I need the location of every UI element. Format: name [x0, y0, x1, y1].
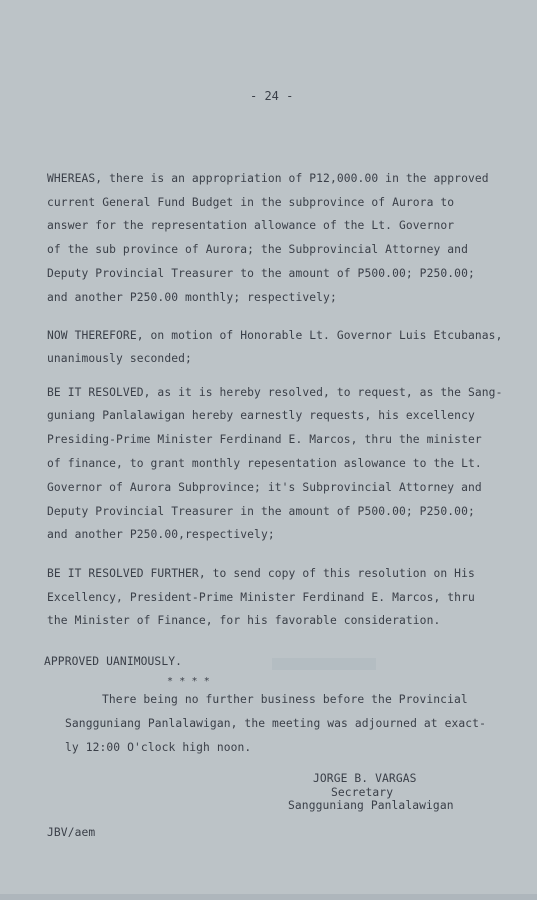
signatory-body: Sangguniang Panlalawigan	[288, 799, 454, 812]
resolved-line: Presiding-Prime Minister Ferdinand E. Marcos, thru the minister	[47, 433, 482, 446]
scan-footer-strip	[0, 894, 537, 900]
whereas-line: WHEREAS, there is an appropriation of P12,000.00 in the approved	[47, 172, 489, 185]
resolved-line: of finance, to grant monthly repesentation aslowance to the Lt.	[47, 457, 482, 470]
page-number: - 24 -	[250, 89, 294, 103]
closing-line: Sangguniang Panlalawigan, the meeting was adjourned at exact-	[65, 717, 486, 730]
whereas-line: Deputy Provincial Treasurer to the amount of P500.00; P250.00;	[47, 267, 475, 280]
closing-line: ly 12:00 O'clock high noon.	[65, 741, 252, 754]
signatory-name: JORGE B. VARGAS	[313, 772, 417, 785]
resolved-line: BE IT RESOLVED, as it is hereby resolved, to request, as the Sang-	[47, 386, 503, 399]
typist-initials: JBV/aem	[47, 826, 96, 839]
resolved-line: and another P250.00,respectively;	[47, 528, 275, 541]
faint-stamp	[272, 658, 376, 670]
resolved-further-line: BE IT RESOLVED FURTHER, to send copy of this resolution on His	[47, 567, 475, 580]
now-therefore-line: unanimously seconded;	[47, 352, 192, 365]
resolved-line: guniang Panlalawigan hereby earnestly requests, his excellency	[47, 409, 475, 422]
whereas-line: current General Fund Budget in the subprovince of Aurora to	[47, 196, 455, 209]
now-therefore-line: NOW THEREFORE, on motion of Honorable Lt. Governor Luis Etcubanas,	[47, 329, 503, 342]
resolved-further-line: Excellency, President-Prime Minister Ferdinand E. Marcos, thru	[47, 591, 475, 604]
whereas-line: of the sub province of Aurora; the Subprovincial Attorney and	[47, 243, 468, 256]
whereas-line: and another P250.00 monthly; respectively;	[47, 291, 337, 304]
resolved-line: Deputy Provincial Treasurer in the amount of P500.00; P250.00;	[47, 505, 475, 518]
resolved-further-line: the Minister of Finance, for his favorable consideration.	[47, 614, 441, 627]
closing-line: There being no further business before the Provincial	[102, 693, 468, 706]
resolved-line: Governor of Aurora Subprovince; it's Subprovincial Attorney and	[47, 481, 482, 494]
separator-stars: * * * *	[167, 676, 210, 687]
approved-line: APPROVED UANIMOUSLY.	[44, 655, 183, 668]
whereas-line: answer for the representation allowance of the Lt. Governor	[47, 219, 455, 232]
signatory-title: Secretary	[331, 786, 394, 799]
